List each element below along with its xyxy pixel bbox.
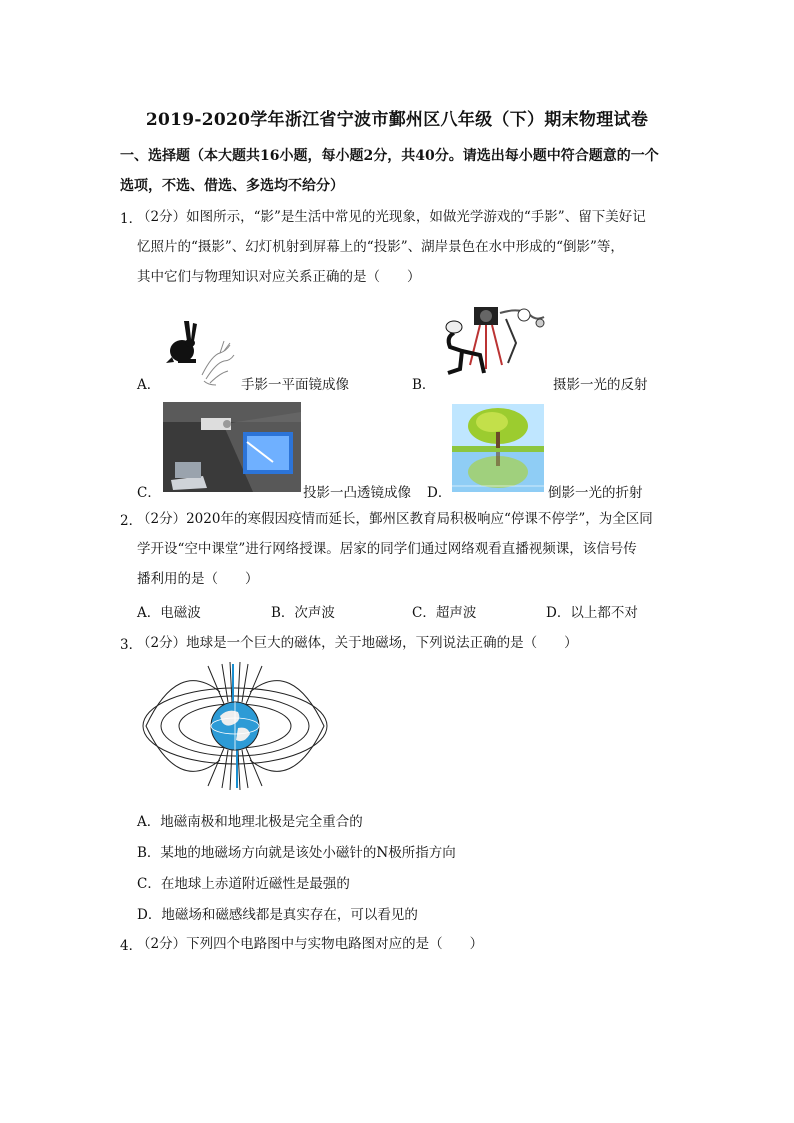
option-text: 电磁波 [160, 605, 201, 621]
option-c [137, 872, 350, 892]
option-b [137, 841, 456, 861]
question-text-line: （2分）如图所示，“影”是生活中常见的光现象，如做光学游戏的“手影”、留下美好记 [137, 209, 646, 225]
section-heading-line-2: 选项，不选、借选、多选均不给分） [120, 178, 344, 194]
option-text: 超声波 [435, 605, 477, 621]
question-number: 1． [120, 211, 143, 227]
question-number: 4． [120, 938, 143, 954]
option-d [546, 601, 638, 621]
question-text-line: 播利用的是（ ） [137, 571, 259, 587]
question-text-line: （2分）地球是一个巨大的磁体，关于地磁场，下列说法正确的是（ ） [137, 635, 578, 651]
option-a-letter: A． [137, 377, 161, 393]
option-c [412, 601, 476, 621]
question-number: 3． [120, 637, 143, 653]
option-text: 地磁南极和地理北极是完全重合的 [160, 814, 363, 830]
option-text: 地磁场和磁感线都是真实存在，可以看见的 [161, 907, 418, 923]
option-letter: A． [137, 605, 161, 621]
option-d [137, 903, 418, 923]
option-text: 次声波 [294, 605, 335, 621]
option-d-letter: D． [427, 485, 452, 501]
option-text: 以上都不对 [570, 605, 638, 621]
option-a-text: 手影一平面镜成像 [241, 377, 349, 393]
tree-reflection-icon [452, 404, 544, 492]
photographer-icon [440, 303, 552, 383]
question-text-line: （2分）2020年的寒假因疫情而延长，鄞州区教育局积极响应“停课不停学”，为全区同 [137, 511, 653, 527]
option-letter: D． [137, 907, 162, 923]
option-a [137, 601, 201, 621]
option-letter: D． [546, 605, 571, 621]
section-heading-line-1: 一、选择题（本大题共16小题，每小题2分，共40分。请选出每小题中符合题意的一个 [120, 148, 659, 164]
option-letter: B． [137, 845, 161, 861]
option-letter: C． [412, 605, 436, 621]
earth-magnetic-field-icon [138, 662, 332, 790]
question-number: 2． [120, 513, 143, 529]
question-text-line: （2分）下列四个电路图中与实物电路图对应的是（ ） [137, 936, 484, 952]
option-b [271, 601, 335, 621]
rabbit-shadow-icon [160, 315, 240, 389]
option-b-text: 摄影一光的反射 [553, 377, 648, 393]
option-c-letter: C． [137, 485, 161, 501]
option-a [137, 810, 363, 830]
option-b-letter: B． [412, 377, 436, 393]
question-text-line: 忆照片的“摄影”、幻灯机射到屏幕上的“投影”、湖岸景色在水中形成的“倒影”等， [137, 239, 624, 255]
option-d-text: 倒影一光的折射 [548, 485, 643, 501]
option-c-text: 投影一凸透镜成像 [303, 485, 411, 501]
option-letter: A． [137, 814, 161, 830]
projector-icon [163, 402, 301, 492]
option-letter: B． [271, 605, 295, 621]
option-text: 在地球上赤道附近磁性是最强的 [160, 876, 350, 892]
page-title: 2019-2020学年浙江省宁波市鄞州区八年级（下）期末物理试卷 [145, 110, 649, 130]
option-letter: C． [137, 876, 161, 892]
question-text-line: 其中它们与物理知识对应关系正确的是（ ） [137, 269, 421, 285]
question-text-line: 学开设“空中课堂”进行网络授课。居家的同学们通过网络观看直播视频课，该信号传 [137, 541, 637, 557]
option-text: 某地的地磁场方向就是该处小磁针的N极所指方向 [160, 845, 456, 861]
